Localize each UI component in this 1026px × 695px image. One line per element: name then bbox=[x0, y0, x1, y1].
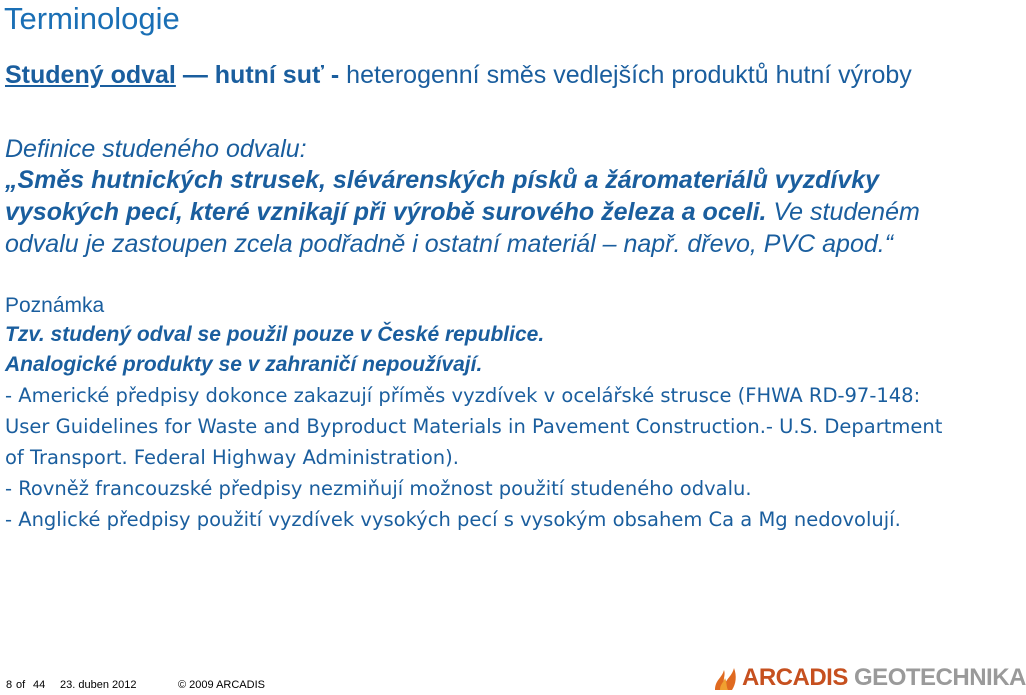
note-label: Poznámka bbox=[5, 294, 105, 317]
close-quote: “ bbox=[884, 230, 894, 258]
term-dash: — bbox=[175, 61, 215, 89]
arcadis-logo bbox=[712, 662, 1026, 692]
note-line-english: - Anglické předpisy použití vyzdívek vysokých pecí s vysokým obsahem Ca a Mg nedovolují. bbox=[5, 508, 901, 531]
slide-content bbox=[5, 58, 955, 535]
arcadis-flame-icon bbox=[712, 662, 740, 692]
open-quote: „ bbox=[5, 166, 18, 194]
definition-bold: Směs hutnických strusek, slévárenských písků a žáromateriálů vyzdívky vysokých pecí, které vznikají při výrobě surového železa a oceli. bbox=[5, 166, 880, 226]
page-number: 8 bbox=[6, 679, 13, 691]
logo-brand: ARCADIS bbox=[742, 664, 848, 691]
logo-sub: GEOTECHNIKA bbox=[854, 664, 1026, 691]
term-description: heterogenní směs vedlejších produktů hutní výroby bbox=[339, 61, 912, 89]
term-cold-dump: Studený odval bbox=[5, 61, 176, 89]
note-line-american: - Americké předpisy dokonce zakazují příměs vyzdívek v ocelářské strusce (FHWA RD-97-148: User Guidelines for Waste and Byproduct Materials in Pavement Construction.- U.S. Department of Transport. Federal Highway Administration). bbox=[5, 384, 943, 469]
note-line-french: - Rovněž francouzské předpisy nezmiňují možnost použití studeného odvalu. bbox=[5, 477, 752, 500]
definition-normal: Ve studeném odvalu je zastoupen zcela podřadně i ostatní materiál – např. dřevo, PVC apod. bbox=[5, 198, 920, 258]
footer-copyright: © 2009 ARCADIS bbox=[178, 679, 265, 691]
footer-date: 23. duben 2012 bbox=[60, 679, 137, 691]
page-total: 44 bbox=[33, 679, 46, 691]
term-definition bbox=[5, 58, 955, 92]
term-slag-rubble: hutní suť - bbox=[214, 61, 340, 89]
note-bold-1: Tzv. studený odval se použil pouze v České republice. bbox=[5, 323, 545, 346]
definition-quote bbox=[5, 164, 955, 260]
slide-title: Terminologie bbox=[4, 1, 180, 36]
definition-label: Definice studeného odvalu: bbox=[5, 135, 307, 163]
page-of: of bbox=[16, 679, 26, 691]
logo-text bbox=[742, 664, 1026, 692]
note-bold-2: Analogické produkty se v zahraničí nepoužívají. bbox=[5, 353, 483, 376]
